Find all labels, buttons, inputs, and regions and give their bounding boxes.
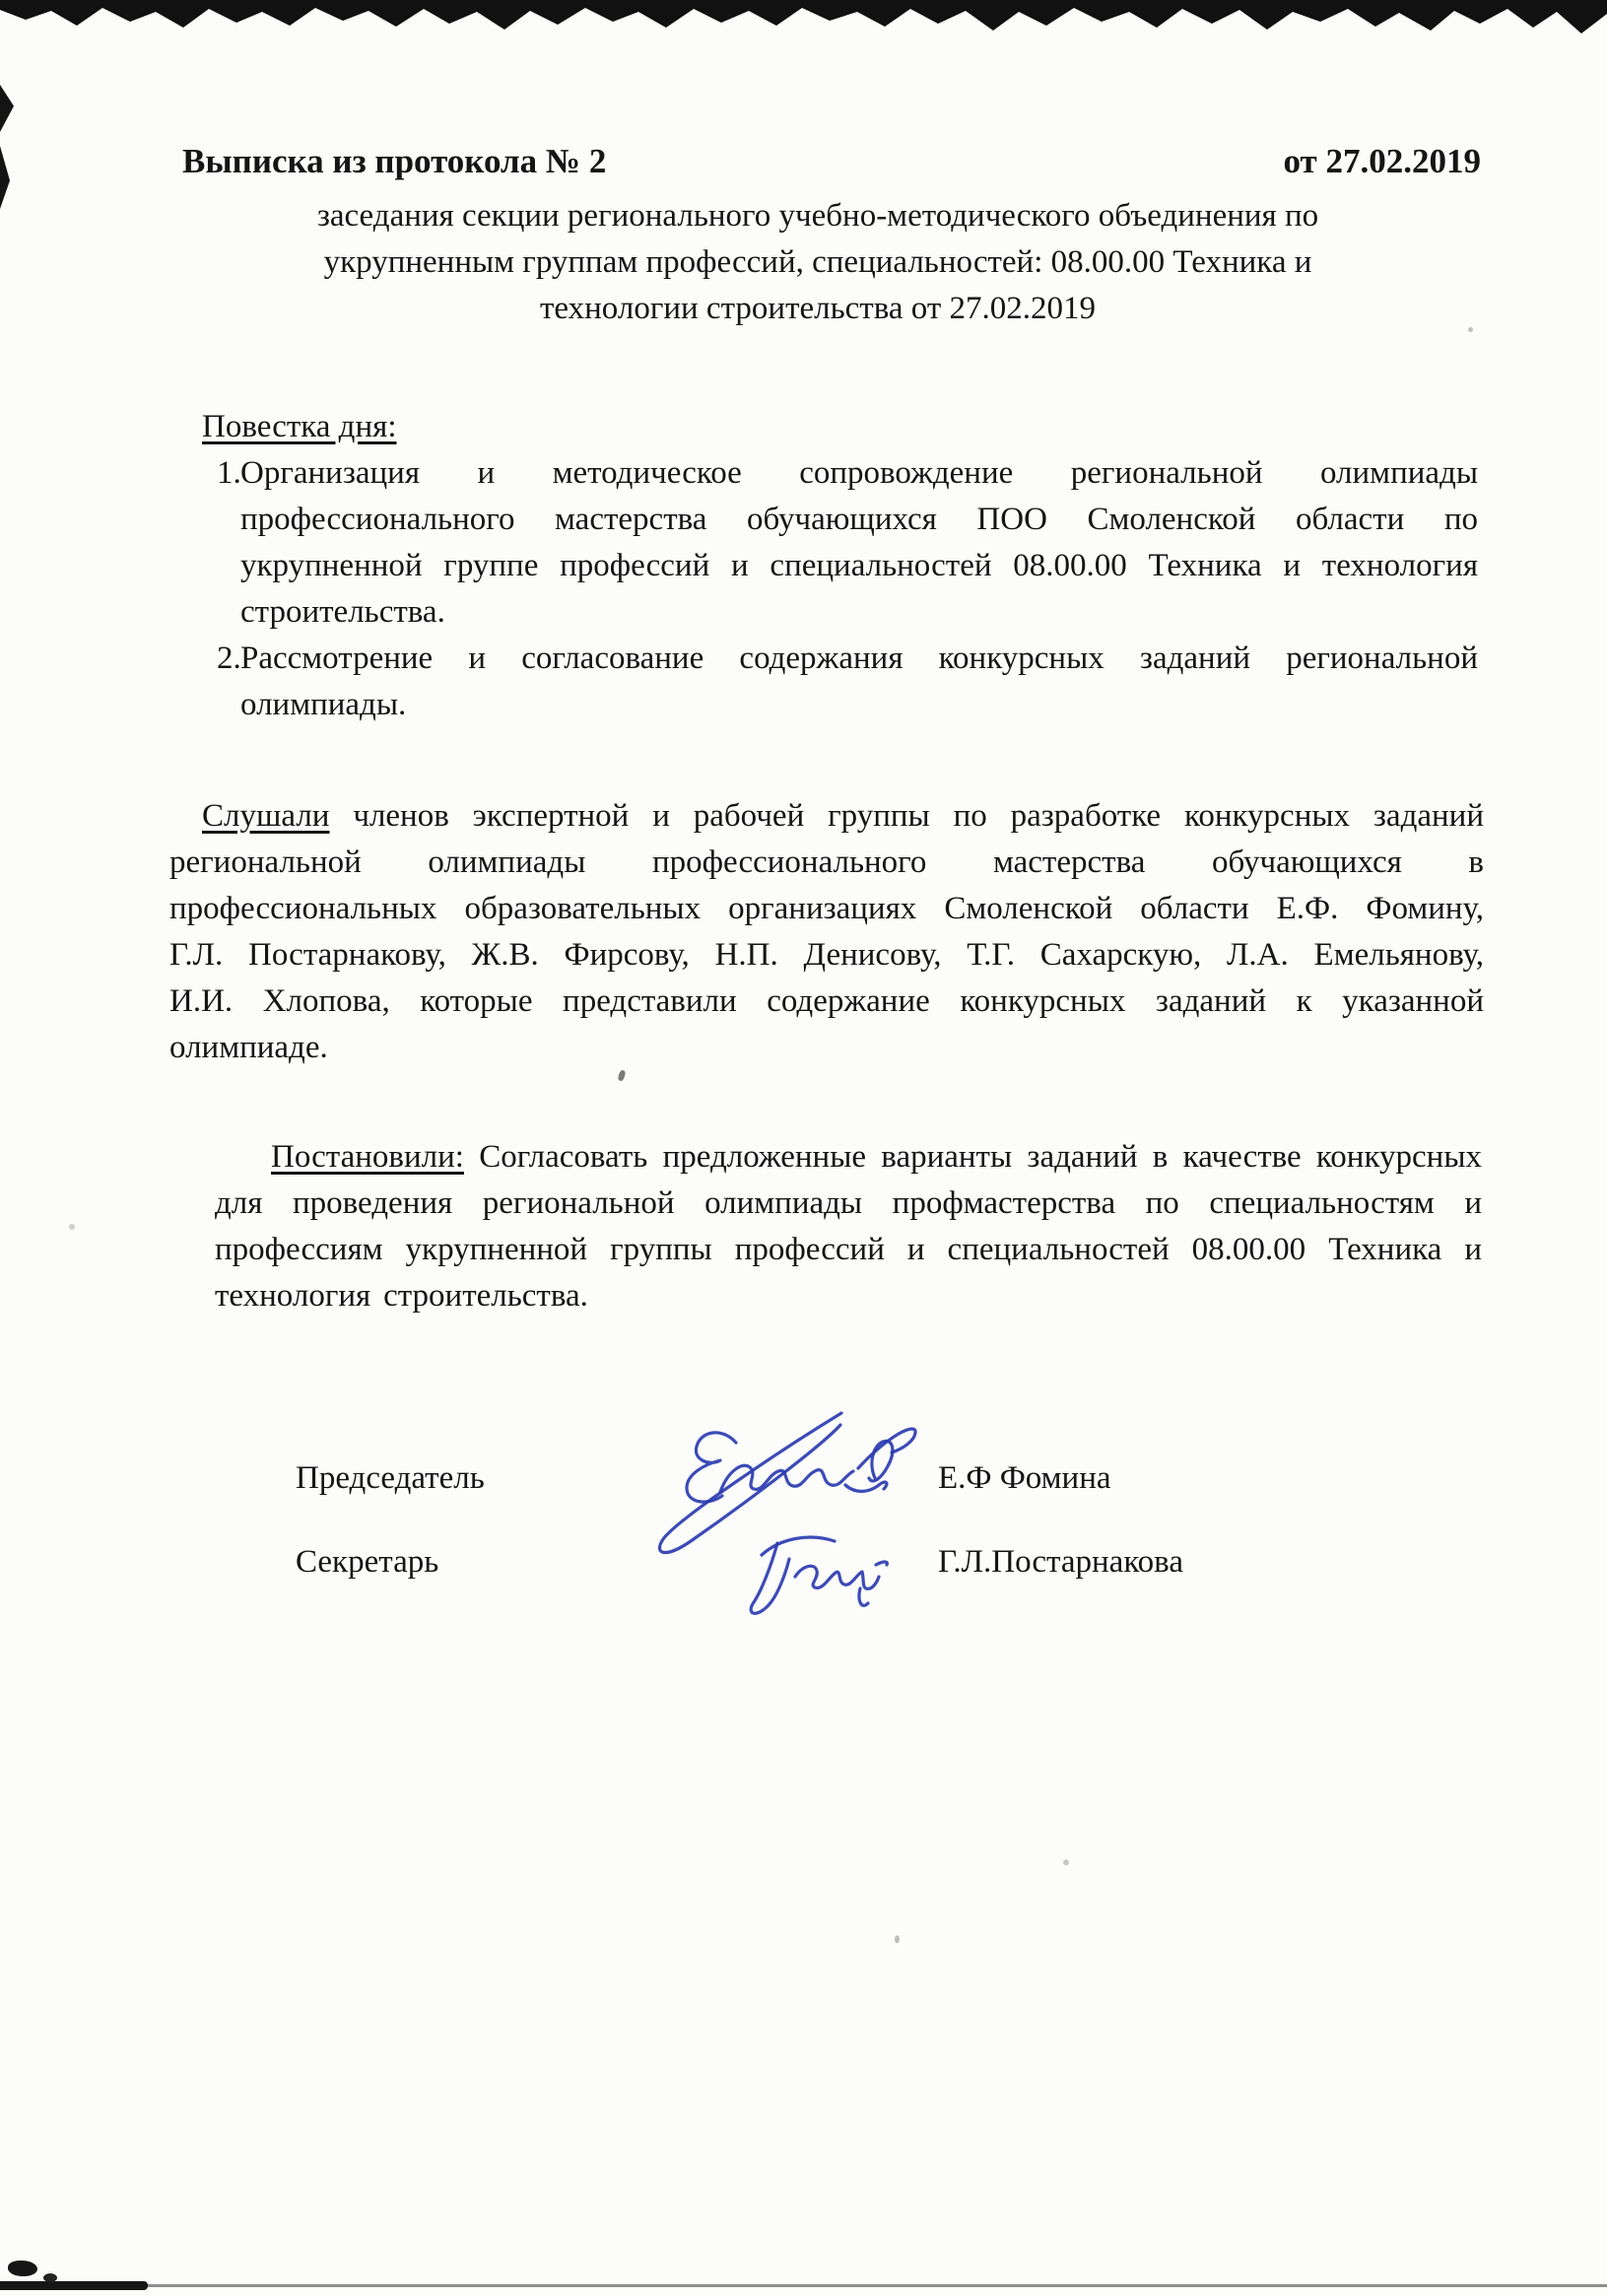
agenda-item-text: Рассмотрение и согласование содержания конкурсных заданий региональной олимпиады. bbox=[240, 641, 1478, 722]
resolved-paragraph bbox=[215, 1134, 1482, 1319]
scan-bottom-edge-artifact bbox=[0, 2284, 1607, 2287]
document-subtitle bbox=[163, 193, 1473, 332]
agenda-item bbox=[217, 450, 1478, 636]
scan-left-edge-artifact bbox=[0, 146, 10, 209]
heard-lead: Слушали bbox=[202, 798, 330, 834]
scan-speck bbox=[617, 1069, 626, 1081]
signature-name-secretary: Г.Л.Постарнакова bbox=[938, 1544, 1183, 1580]
scan-top-edge-artifact bbox=[0, 0, 1607, 41]
resolved-text: Согласовать предложенные варианты заданий в качестве конкурсных для проведения региональной олимпиады профмастерства по специальностям и профессиям укрупненной группы профессий и специальностей 08.00.00 Техника и технология строительства. bbox=[215, 1139, 1482, 1314]
subtitle-line: укрупненным группам профессий, специальностей: 08.00.00 Техника и bbox=[323, 244, 1312, 280]
agenda-item-number: 1. bbox=[217, 455, 241, 491]
resolved-lead: Постановили: bbox=[271, 1139, 464, 1175]
scan-bottom-edge-artifact bbox=[43, 2273, 57, 2282]
heard-paragraph bbox=[169, 793, 1484, 1071]
agenda-item-text: Организация и методическое сопровождение региональной олимпиады профессионального мастерства обучающихся ПОО Смоленской области по укрупненной группе профессий и специальностей 08.00.00 Техника и технология строительства. bbox=[240, 455, 1478, 630]
agenda-item bbox=[217, 636, 1478, 728]
document-date: от 27.02.2019 bbox=[1283, 142, 1481, 180]
agenda-heading: Повестка дня: bbox=[202, 409, 397, 444]
signature-role-chairman: Председатель bbox=[296, 1460, 485, 1496]
heard-text: членов экспертной и рабочей группы по разработке конкурсных заданий региональной олимпиады профессионального мастерства обучающихся в профессиональных образовательных организациях Смоленской области Е.Ф. Фомину, Г.Л. Постарнакову, Ж.В. Фирсову, Н.П. Денисову, Т.Г. Сахарскую, Л.А. Емельянову, И.И. Хлопова, которые представили содержание конкурсных заданий к указанной олимпиаде. bbox=[169, 798, 1484, 1065]
scan-bottom-edge-artifact bbox=[0, 2281, 148, 2290]
document-title: Выписка из протокола № 2 bbox=[182, 142, 607, 180]
document-header bbox=[182, 140, 1481, 183]
scan-speck bbox=[895, 1935, 900, 1943]
subtitle-line: заседания секции регионального учебно-методического объединения по bbox=[316, 198, 1319, 234]
agenda-list bbox=[217, 450, 1478, 728]
scan-speck bbox=[1063, 1859, 1069, 1865]
signature-name-chairman: Е.Ф Фомина bbox=[938, 1460, 1111, 1496]
secretary-signature-ink bbox=[734, 1525, 892, 1619]
scan-bottom-edge-artifact bbox=[8, 2261, 37, 2276]
subtitle-line: технологии строительства от 27.02.2019 bbox=[540, 291, 1096, 326]
scan-speck bbox=[69, 1224, 75, 1230]
scan-left-edge-artifact bbox=[0, 85, 14, 132]
signature-role-secretary: Секретарь bbox=[296, 1544, 439, 1580]
agenda-item-number: 2. bbox=[217, 641, 241, 676]
scan-speck bbox=[1468, 327, 1473, 332]
